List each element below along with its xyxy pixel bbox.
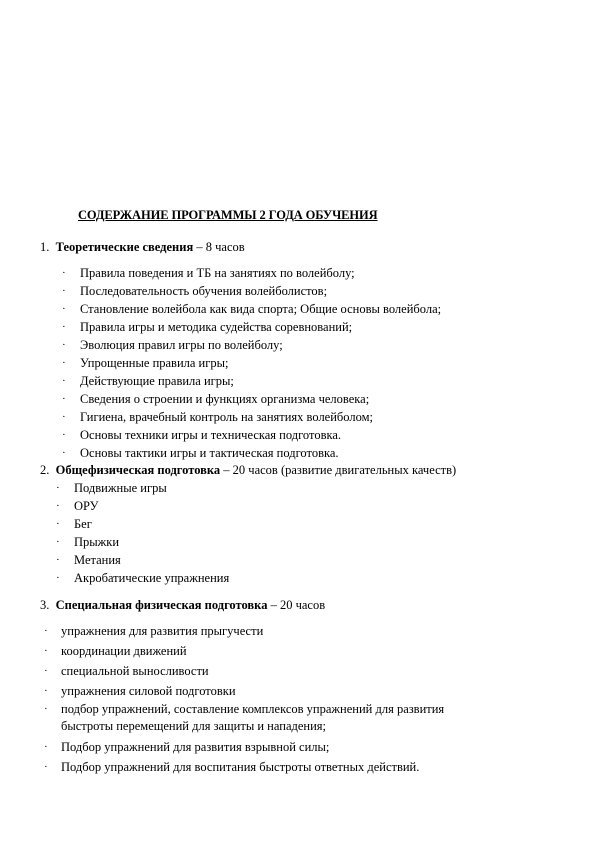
bullet-icon: · [44, 645, 48, 657]
page-title: СОДЕРЖАНИЕ ПРОГРАММЫ 2 ГОДА ОБУЧЕНИЯ [78, 208, 378, 222]
bullet-icon: · [44, 625, 48, 637]
list-item-text: специальной выносливости [61, 664, 209, 678]
bullet-icon: · [62, 285, 66, 297]
bullet-icon: · [56, 518, 60, 530]
bullet-icon: · [62, 321, 66, 333]
section-suffix: – 8 часов [193, 240, 245, 254]
list-item-text: Подбор упражнений для воспитания быстроты ответных действий. [61, 760, 420, 774]
section-3-heading [40, 598, 325, 613]
list-item-text: подбор упражнений, составление комплексов упражнений для развития [61, 702, 445, 716]
section-title: Теоретические сведения [55, 240, 194, 254]
list-item-text: Упрощенные правила игры; [80, 356, 229, 370]
list-item-text: упражнения силовой подготовки [61, 684, 236, 698]
bullet-icon: · [44, 685, 48, 697]
section-number: 1. [40, 240, 50, 254]
section-suffix: – 20 часов [267, 598, 326, 612]
bullet-icon: · [56, 500, 60, 512]
section-number: 3. [40, 598, 50, 612]
list-item-text: ОРУ [74, 499, 99, 513]
list-item-text: быстроты перемещений для защиты и нападения; [61, 719, 326, 733]
bullet-icon: · [44, 761, 48, 773]
bullet-icon: · [62, 303, 66, 315]
list-item-text: Последовательность обучения волейболистов; [80, 284, 328, 298]
list-item-text: Становление волейбола как вида спорта; Общие основы волейбола; [80, 302, 442, 316]
bullet-icon: · [62, 447, 66, 459]
bullet-icon: · [62, 357, 66, 369]
list-item-text: Акробатические упражнения [74, 571, 230, 585]
list-item-text: Бег [74, 517, 92, 531]
bullet-icon: · [62, 267, 66, 279]
list-item-text: Метания [74, 553, 121, 567]
list-item-text: Действующие правила игры; [80, 374, 234, 388]
bullet-icon: · [56, 482, 60, 494]
list-item-text: Основы тактики игры и тактическая подготовка. [80, 446, 339, 460]
list-item-text: Сведения о строении и функциях организма человека; [80, 392, 370, 406]
list-item-text: Правила игры и методика судейства соревнований; [80, 320, 353, 334]
section-title: Общефизическая подготовка [55, 463, 221, 477]
section-2-heading [40, 463, 456, 478]
bullet-icon: · [44, 703, 48, 715]
bullet-icon: · [62, 375, 66, 387]
bullet-icon: · [56, 554, 60, 566]
list-item-text: Правила поведения и ТБ на занятиях по волейболу; [80, 266, 355, 280]
list-item-text: Гигиена, врачебный контроль на занятиях волейболом; [80, 410, 373, 424]
list-item-text: Подвижные игры [74, 481, 167, 495]
list-item-text: Эволюция правил игры по волейболу; [80, 338, 283, 352]
list-item-text: упражнения для развития прыгучести [61, 624, 264, 638]
bullet-icon: · [56, 536, 60, 548]
bullet-icon: · [62, 429, 66, 441]
bullet-icon: · [44, 741, 48, 753]
section-number: 2. [40, 463, 50, 477]
list-item-text: Основы техники игры и техническая подготовка. [80, 428, 342, 442]
bullet-icon: · [62, 339, 66, 351]
section-1-heading [40, 240, 245, 255]
bullet-icon: · [62, 411, 66, 423]
section-suffix: – 20 часов (развитие двигательных качеств) [220, 463, 457, 477]
list-item-text: Подбор упражнений для развития взрывной силы; [61, 740, 330, 754]
bullet-icon: · [56, 572, 60, 584]
bullet-icon: · [44, 665, 48, 677]
list-item-text: Прыжки [74, 535, 120, 549]
bullet-icon: · [62, 393, 66, 405]
section-title: Специальная физическая подготовка [55, 598, 268, 612]
list-item-text: координации движений [61, 644, 187, 658]
